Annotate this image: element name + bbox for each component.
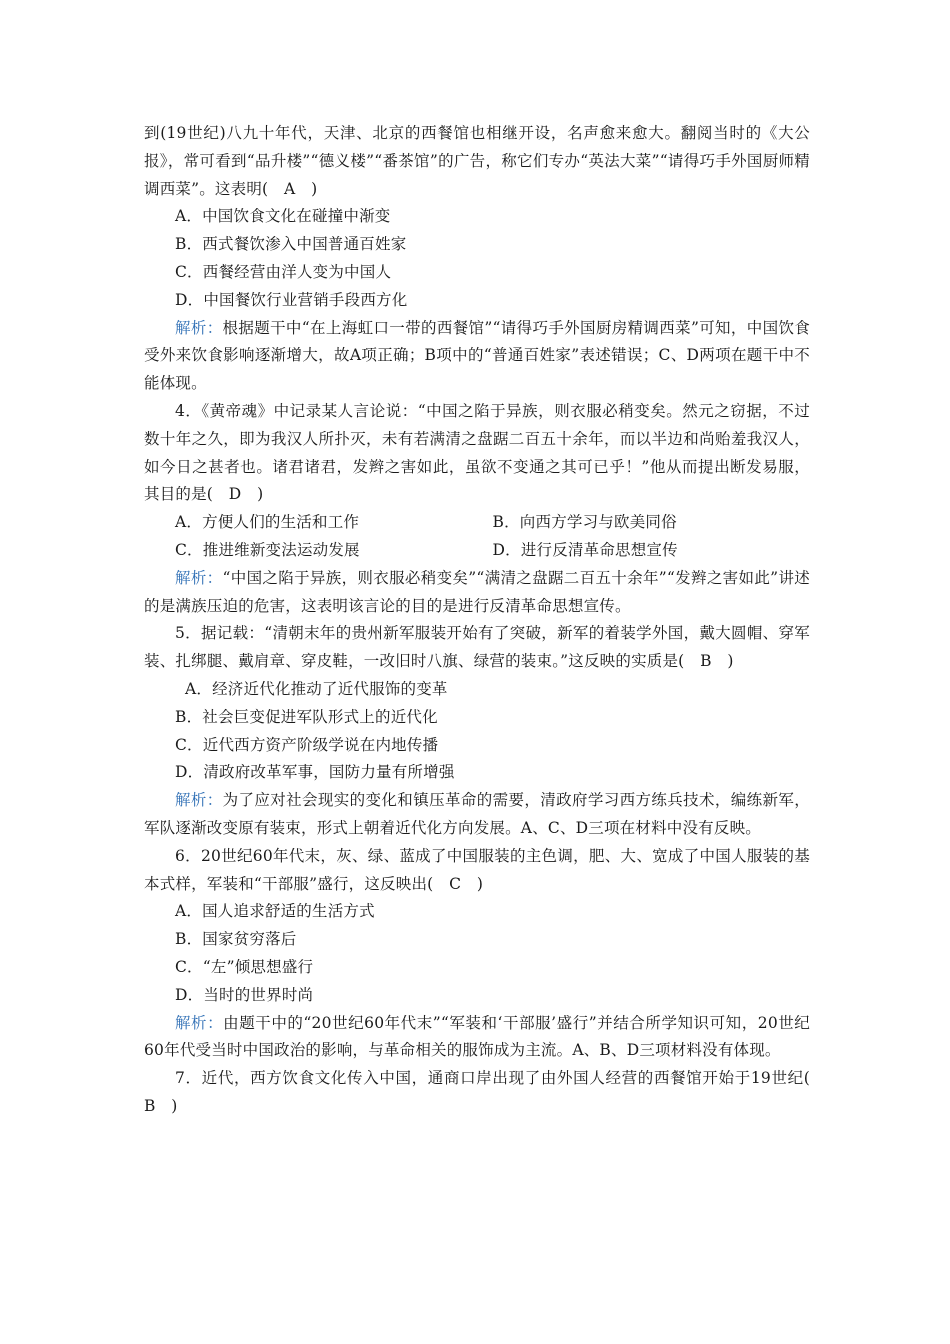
option-d: D．进行反清革命思想宣传 [492, 540, 678, 559]
option-row [144, 537, 810, 565]
option-c: C．西餐经营由洋人变为中国人 [175, 262, 392, 281]
option-a: A．方便人们的生活和工作 [175, 513, 360, 532]
option-d: D．中国餐饮行业营销手段西方化 [175, 290, 408, 309]
analysis-label: 解析： [175, 318, 223, 337]
option-row [144, 509, 810, 537]
question-4-stem: 4．《黄帝魂》中记录某人言论说：“中国之陷于异族，则衣服必稍变矣。然元之窃据，不过数十年之久，即为我汉人所扑灭，未有若满清之盘踞二百五十余年，而以半边和尚贻羞我汉人，如今日之甚者也。诸君诸君，发辫之害如此，虽欲不变通之其可已乎！”他从而提出断发易服，其目的是( D ) [144, 401, 810, 504]
analysis-4 [144, 565, 810, 621]
option-b: B．社会巨变促进军队形式上的近代化 [175, 707, 438, 726]
option-c: C．近代西方资产阶级学说在内地传播 [175, 735, 439, 754]
analysis-label: 解析： [175, 568, 223, 587]
question-3-stem: 到(19世纪)八九十年代，天津、北京的西餐馆也相继开设，名声愈来愈大。翻阅当时的《大公报》，常可看到“品升楼”“德义楼”“番茶馆”的广告，称它们专办“英法大菜”“请得巧手外国厨师精调西菜”。这表明( A ) [144, 124, 810, 198]
analysis-text: 为了应对社会现实的变化和镇压革命的需要，清政府学习西方练兵技术，编练新军，军队逐渐改变原有装束，形式上朝着近代化方向发展。A、C、D三项在材料中没有反映。 [144, 791, 810, 837]
option-d: D．清政府改革军事，国防力量有所增强 [175, 763, 455, 782]
analysis-5 [144, 787, 810, 843]
option-a: A．经济近代化推动了近代服饰的变革 [185, 679, 448, 698]
document-page [144, 120, 826, 1121]
option-c: C．“左”倾思想盛行 [175, 957, 314, 976]
option-d: D．当时的世界时尚 [175, 985, 314, 1004]
option-a: A．中国饮食文化在碰撞中渐变 [175, 207, 391, 226]
option-a: A．国人追求舒适的生活方式 [175, 902, 375, 921]
analysis-label: 解析： [175, 1013, 224, 1032]
analysis-text: 根据题干中“在上海虹口一带的西餐馆”“请得巧手外国厨房精调西菜”可知，中国饮食受外来饮食影响逐渐增大，故A项正确；B项中的“普通百姓家”表述错误；C、D两项在题干中不能体现。 [144, 318, 810, 393]
option-b: B．向西方学习与欧美同俗 [492, 513, 677, 532]
option-b: B．国家贫穷落后 [175, 930, 297, 949]
analysis-text: “中国之陷于异族，则衣服必稍变矣”“满清之盘踞二百五十余年”“发辫之害如此”讲述的是满族压迫的危害，这表明该言论的目的是进行反清革命思想宣传。 [144, 568, 810, 615]
option-b: B．西式餐饮渗入中国普通百姓家 [175, 235, 407, 254]
question-6-stem: 6．20世纪60年代末，灰、绿、蓝成了中国服装的主色调，肥、大、宽成了中国人服装的基本式样，军装和“干部服”盛行，这反映出( C ) [144, 846, 810, 893]
analysis-text: 由题干中的“20世纪60年代末”“军装和‘干部服’盛行”并结合所学知识可知，20世纪60年代受当时中国政治的影响，与革命相关的服饰成为主流。A、B、D三项材料没有体现。 [144, 1013, 811, 1060]
analysis-3 [144, 315, 810, 398]
question-5-stem: 5．据记载：“清朝末年的贵州新军服装开始有了突破，新军的着装学外国，戴大圆帽、穿军装、扎绑腿、戴肩章、穿皮鞋，一改旧时八旗、绿营的装束。”这反映的实质是( B ) [144, 624, 810, 671]
analysis-label: 解析： [175, 791, 223, 810]
option-c: C．推进维新变法运动发展 [175, 540, 360, 559]
analysis-6 [144, 1010, 810, 1066]
question-7-stem: 7．近代，西方饮食文化传入中国，通商口岸出现了由外国人经营的西餐馆开始于19世纪( B ) [144, 1069, 826, 1115]
